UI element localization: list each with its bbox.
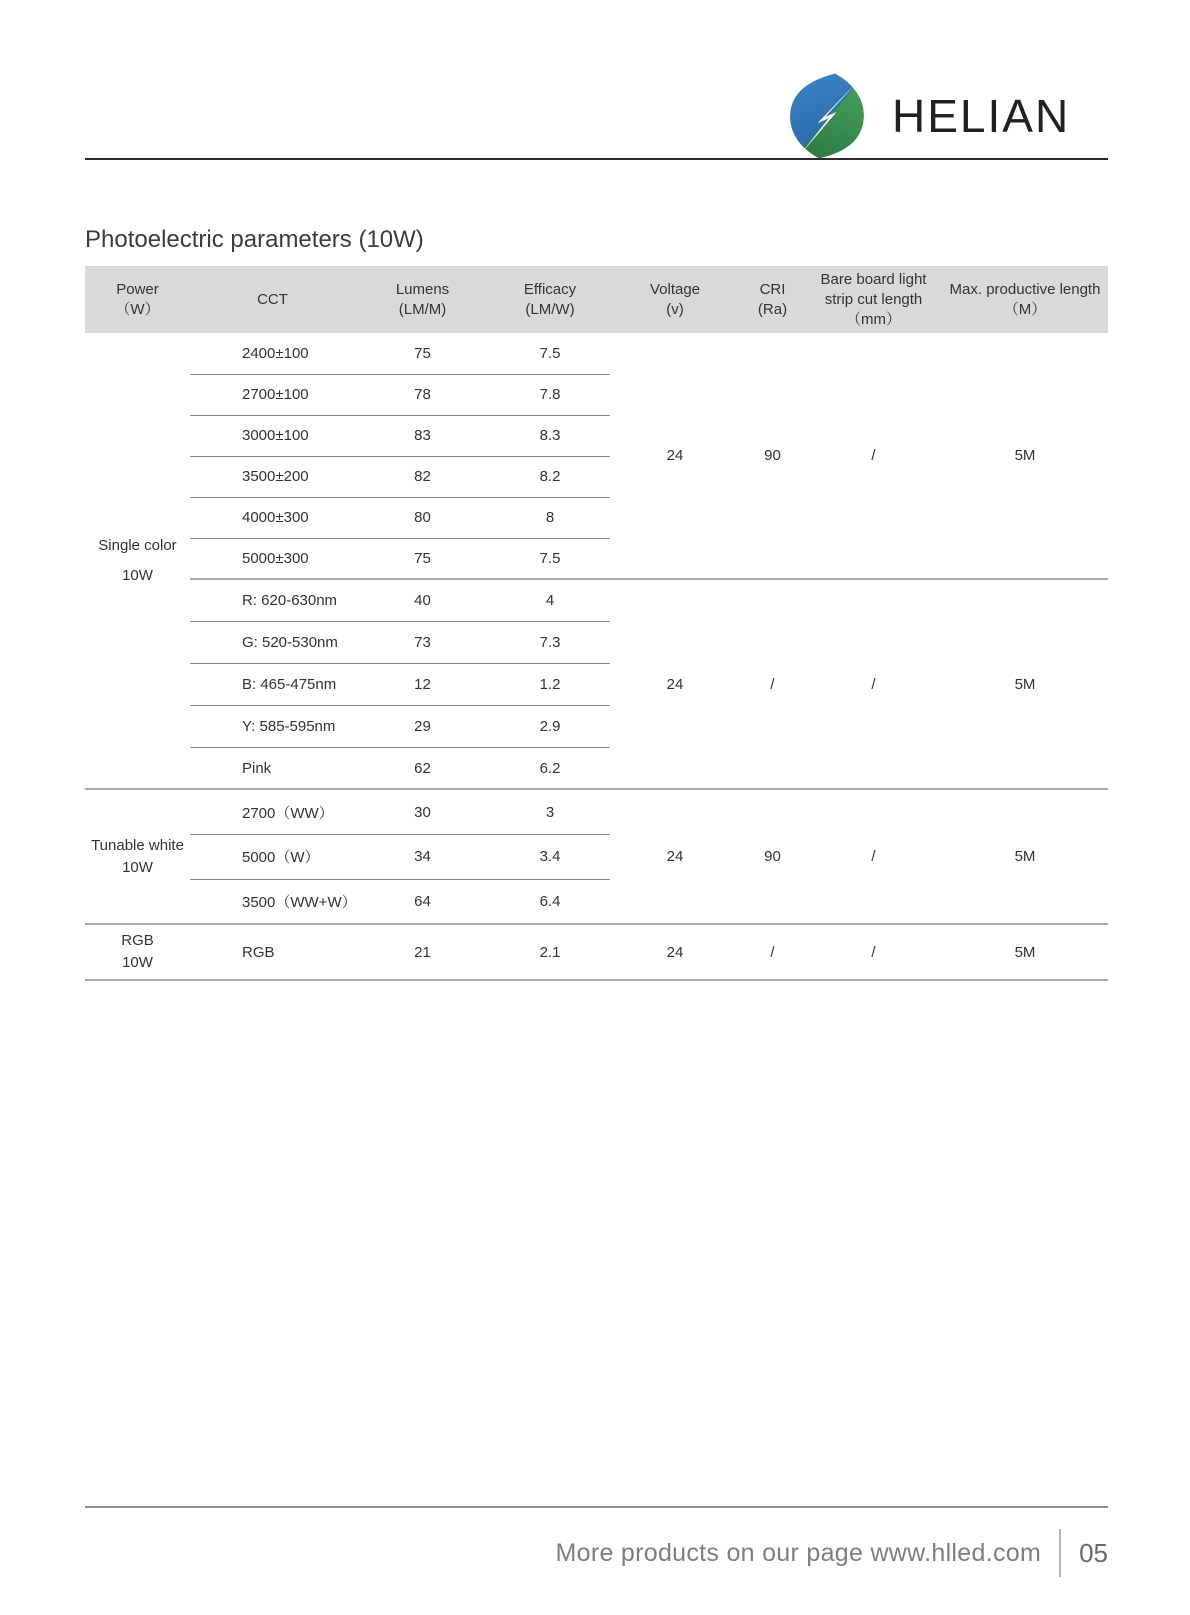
cct-cell: 5000±300 [190,538,355,579]
max-length-cell: 5M [942,924,1108,980]
cct-cell: 3500±200 [190,456,355,497]
efficacy-cell: 7.5 [490,538,610,579]
cct-cell: Pink [190,747,355,789]
lumens-cell: 75 [355,538,490,579]
voltage-cell: 24 [610,579,740,789]
table-row [85,579,1108,621]
col-header-power: Power （W） [85,266,190,333]
col-header-max-length: Max. productive length （M） [942,266,1108,333]
lumens-cell: 80 [355,497,490,538]
page-title: Photoelectric parameters (10W) [85,226,424,253]
cri-cell: / [740,924,805,980]
col-header-cri: CRI (Ra) [740,266,805,333]
footer-divider [85,1506,1108,1508]
lumens-cell: 30 [355,789,490,834]
power-cell: RGB 10W [85,924,190,980]
lumens-cell: 78 [355,374,490,415]
lumens-cell: 40 [355,579,490,621]
power-cell: Tunable white 10W [85,789,190,924]
brand-name: HELIAN [892,90,1071,142]
photoelectric-table [85,266,1108,981]
lumens-cell: 21 [355,924,490,980]
lumens-cell: 62 [355,747,490,789]
cct-cell: 2700±100 [190,374,355,415]
page-number: 05 [1079,1537,1108,1568]
efficacy-cell: 6.4 [490,879,610,924]
lumens-cell: 82 [355,456,490,497]
efficacy-cell: 4 [490,579,610,621]
cut-length-cell: / [805,789,942,924]
cct-cell: G: 520-530nm [190,621,355,663]
cri-cell: 90 [740,789,805,924]
voltage-cell: 24 [610,333,740,579]
efficacy-cell: 7.3 [490,621,610,663]
lumens-cell: 29 [355,705,490,747]
col-header-lumens: Lumens (LM/M) [355,266,490,333]
efficacy-cell: 1.2 [490,663,610,705]
cct-cell: 3500（WW+W） [190,879,355,924]
cct-cell: 2400±100 [190,333,355,374]
efficacy-cell: 8 [490,497,610,538]
cct-cell: 4000±300 [190,497,355,538]
efficacy-cell: 8.2 [490,456,610,497]
header-row [85,266,1108,333]
lumens-cell: 83 [355,415,490,456]
leaf-lightning-logo-icon [786,72,868,160]
cct-cell: Y: 585-595nm [190,705,355,747]
table-header [85,266,1108,333]
cri-cell: 90 [740,333,805,579]
max-length-cell: 5M [942,333,1108,579]
efficacy-cell: 3 [490,789,610,834]
col-header-voltage: Voltage (v) [610,266,740,333]
footer-text: More products on our page www.hlled.com [555,1538,1042,1567]
cct-cell: R: 620-630nm [190,579,355,621]
lumens-cell: 12 [355,663,490,705]
brand-header [786,72,1070,160]
efficacy-cell: 3.4 [490,834,610,879]
cct-cell: 2700（WW） [190,789,355,834]
voltage-cell: 24 [610,789,740,924]
cut-length-cell: / [805,333,942,579]
cct-cell: B: 465-475nm [190,663,355,705]
cct-cell: RGB [190,924,355,980]
col-header-cct: CCT [190,266,355,333]
efficacy-cell: 6.2 [490,747,610,789]
footer-separator [1059,1529,1061,1577]
cri-cell: / [740,579,805,789]
cct-cell: 5000（W） [190,834,355,879]
cct-cell: 3000±100 [190,415,355,456]
table-body [85,333,1108,980]
power-cell: Single color 10W [85,333,190,789]
voltage-cell: 24 [610,924,740,980]
table-row [85,924,1108,980]
efficacy-cell: 2.9 [490,705,610,747]
max-length-cell: 5M [942,789,1108,924]
col-header-efficacy: Efficacy (LM/W) [490,266,610,333]
max-length-cell: 5M [942,579,1108,789]
efficacy-cell: 7.8 [490,374,610,415]
lumens-cell: 75 [355,333,490,374]
table-row [85,789,1108,834]
table-row [85,333,1108,374]
col-header-cut-length: Bare board light strip cut length （mm） [805,266,942,333]
cut-length-cell: / [805,924,942,980]
header-divider [85,158,1108,160]
page-footer [85,1528,1108,1578]
lumens-cell: 73 [355,621,490,663]
lumens-cell: 64 [355,879,490,924]
efficacy-cell: 7.5 [490,333,610,374]
efficacy-cell: 2.1 [490,924,610,980]
cut-length-cell: / [805,579,942,789]
efficacy-cell: 8.3 [490,415,610,456]
lumens-cell: 34 [355,834,490,879]
